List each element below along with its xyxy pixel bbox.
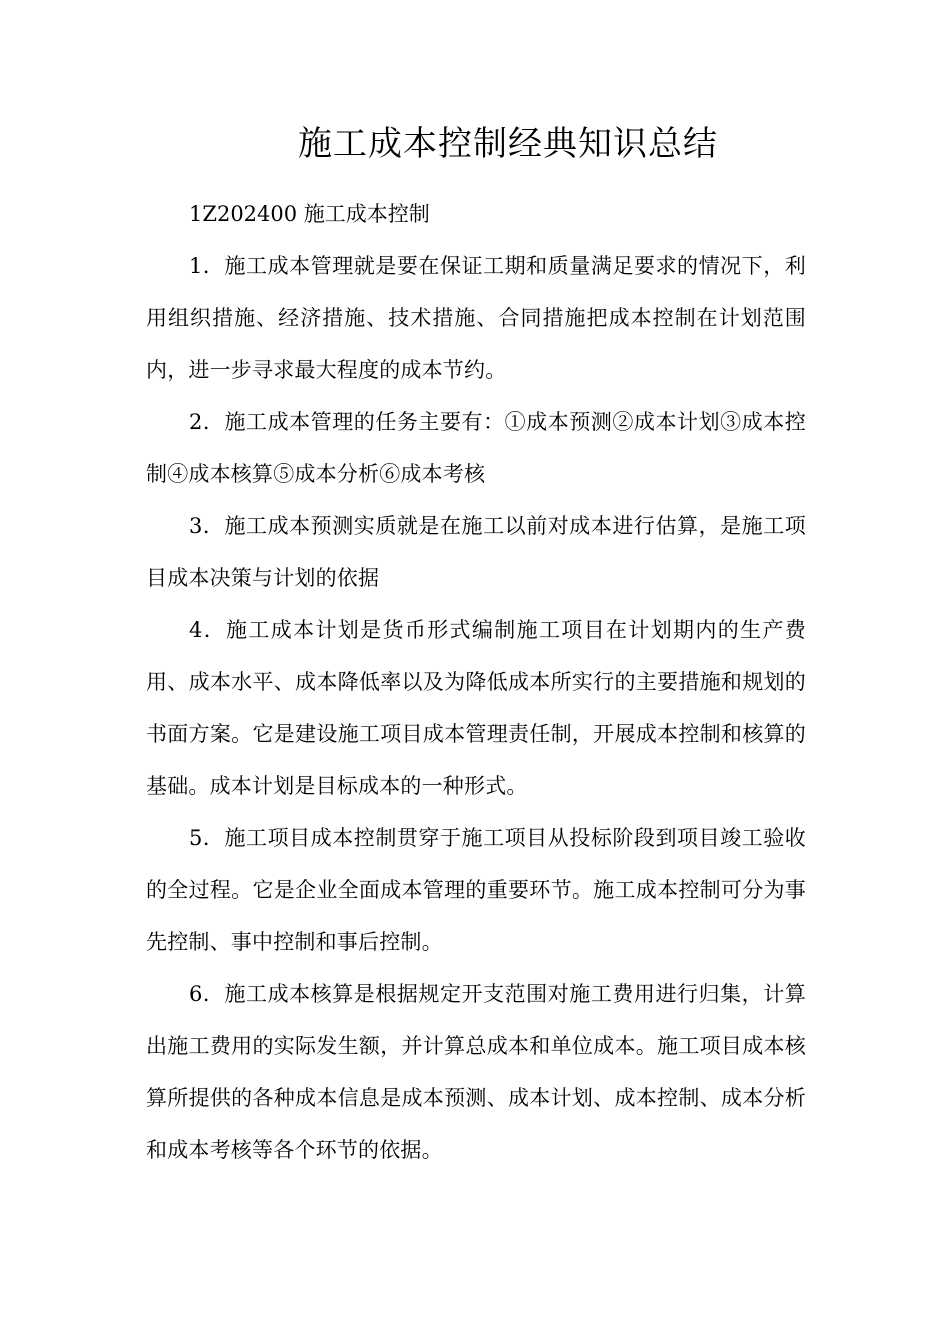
document-body	[146, 188, 806, 1176]
paragraph-6: 6．施工成本核算是根据规定开支范围对施工费用进行归集，计算出施工费用的实际发生额，并计算总成本和单位成本。施工项目成本核算所提供的各种成本信息是成本预测、成本计划、成本控制、成本分析和成本考核等各个环节的依据。	[146, 982, 806, 1162]
paragraph-1: 1．施工成本管理就是要在保证工期和质量满足要求的情况下，利用组织措施、经济措施、技术措施、合同措施把成本控制在计划范围内，进一步寻求最大程度的成本节约。	[146, 254, 806, 382]
paragraph-4: 4．施工成本计划是货币形式编制施工项目在计划期内的生产费用、成本水平、成本降低率以及为降低成本所实行的主要措施和规划的书面方案。它是建设施工项目成本管理责任制，开展成本控制和核算的基础。成本计划是目标成本的一种形式。	[146, 618, 806, 798]
document-title: 施工成本控制经典知识总结	[298, 124, 718, 164]
section-heading: 1Z202400 施工成本控制	[189, 202, 430, 226]
paragraph-3: 3．施工成本预测实质就是在施工以前对成本进行估算，是施工项目成本决策与计划的依据	[146, 514, 806, 590]
paragraph-2: 2．施工成本管理的任务主要有：①成本预测②成本计划③成本控制④成本核算⑤成本分析⑥成本考核	[146, 410, 806, 486]
paragraph-5: 5．施工项目成本控制贯穿于施工项目从投标阶段到项目竣工验收的全过程。它是企业全面成本管理的重要环节。施工成本控制可分为事先控制、事中控制和事后控制。	[146, 826, 806, 954]
